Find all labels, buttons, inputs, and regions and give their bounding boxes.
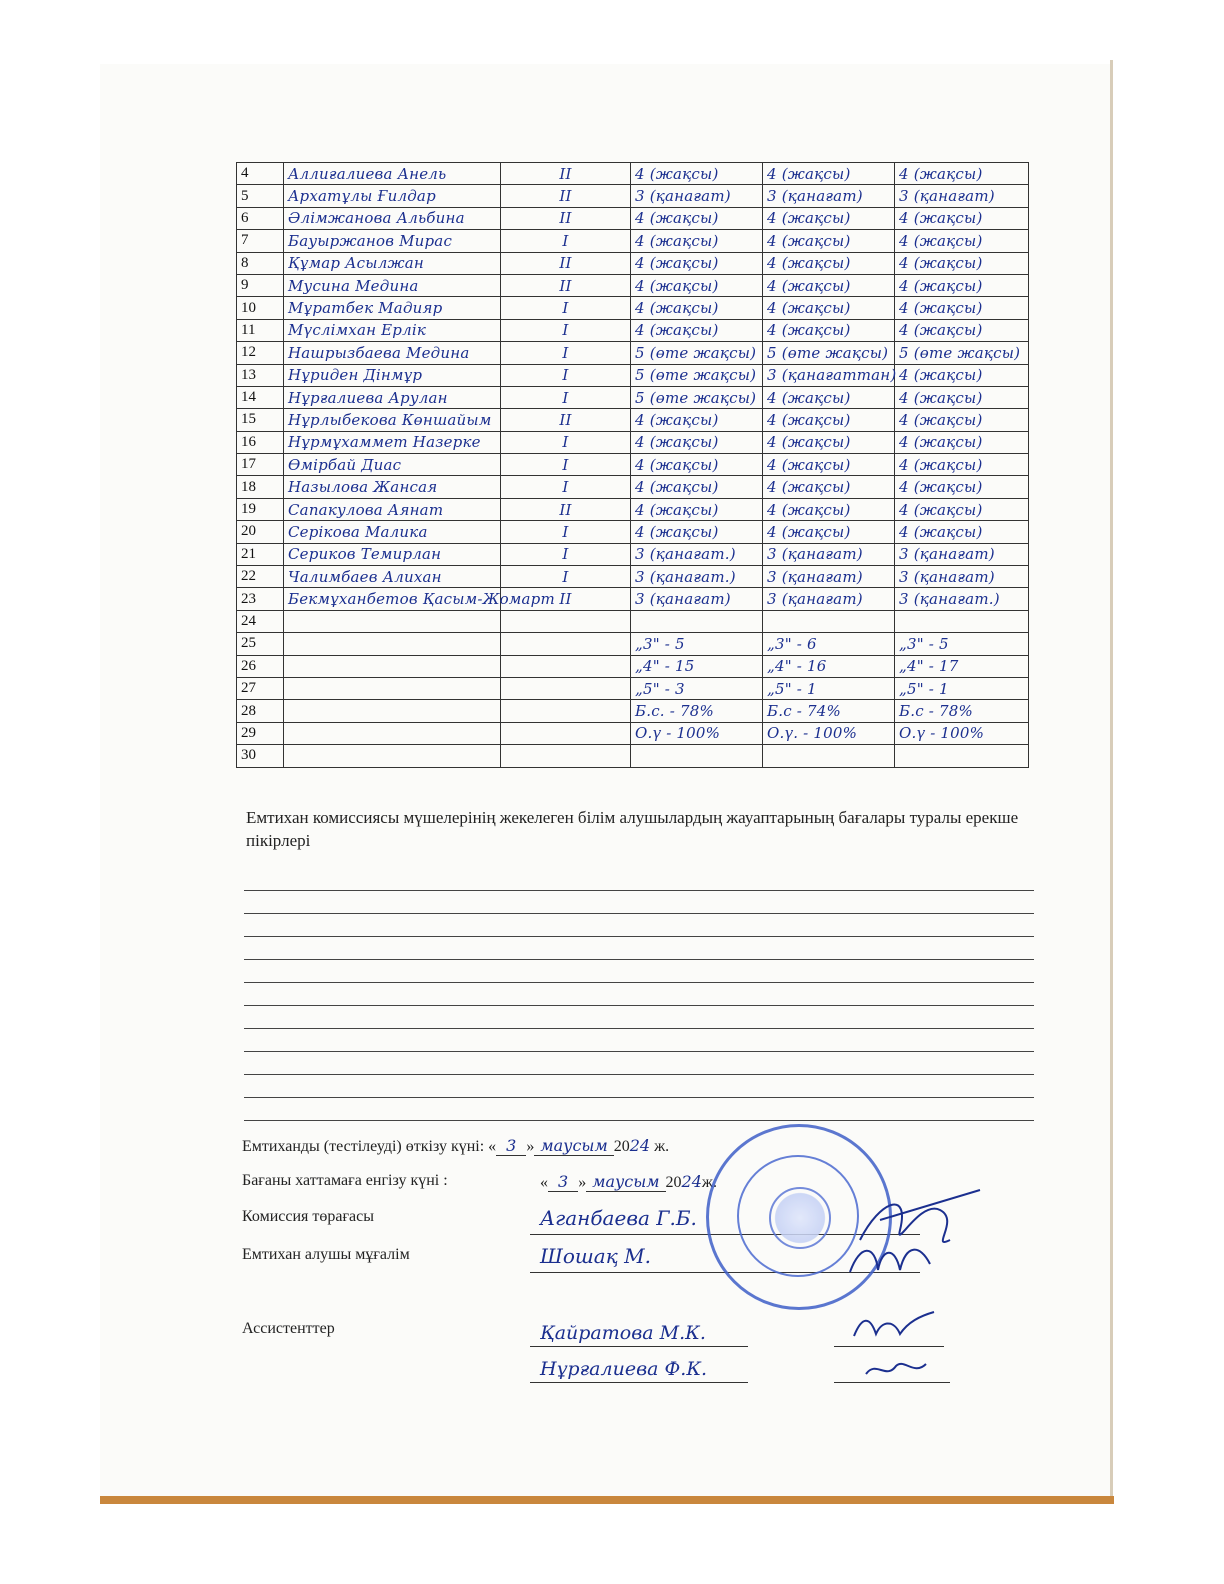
grade-2: 4 (жақсы) [763,409,895,431]
table-row [237,655,1029,677]
student-name: Сапакулова Аянат [284,498,501,520]
comment-line [244,959,1034,960]
comment-line [244,1028,1034,1029]
row-number: 9 [237,274,284,296]
student-name: Чалимбаев Алихан [284,566,501,588]
table-row [237,207,1029,229]
student-name: Әлімжанова Альбина [284,207,501,229]
comment-line [244,982,1034,983]
student-name: Құмар Асылжан [284,252,501,274]
row-number: 22 [237,566,284,588]
row-number: 7 [237,230,284,252]
record-date-year-suffix: 24 [681,1172,702,1191]
grade-2: 4 (жақсы) [763,252,895,274]
student-name: Мүслімхан Ерлік [284,319,501,341]
student-name: Мұратбек Мадияр [284,297,501,319]
grade-3: 4 (жақсы) [895,252,1029,274]
ticket-variant: II [501,252,631,274]
grade-2 [763,745,895,767]
ticket-variant [501,655,631,677]
exam-date-mid: » [526,1138,535,1155]
record-date-day: 3 [548,1172,578,1192]
row-number: 5 [237,185,284,207]
chair-label: Комиссия төрағасы [242,1208,374,1225]
row-number: 8 [237,252,284,274]
grade-3: 3 (қанағат) [895,543,1029,565]
ticket-variant: I [501,364,631,386]
grade-3: 4 (жақсы) [895,163,1029,185]
exam-date-day: 3 [496,1136,526,1156]
grade-3: 3 (қанағат) [895,566,1029,588]
student-name [284,633,501,655]
table-row [237,610,1029,632]
student-name: Нұрлыбекова Көншайым [284,409,501,431]
table-row [237,700,1029,722]
student-name [284,655,501,677]
grade-1: 4 (жақсы) [631,319,763,341]
record-date-end: ж. [701,1174,717,1191]
grade-1: 4 (жақсы) [631,163,763,185]
student-name: Нашрызбаева Медина [284,342,501,364]
grade-3: 4 (жақсы) [895,431,1029,453]
row-number: 23 [237,588,284,610]
grade-2: О.ү. - 100% [763,722,895,744]
grade-2: Б.с - 74% [763,700,895,722]
record-date-value [540,1172,717,1192]
grade-2: 5 (өте жақсы) [763,342,895,364]
ticket-variant: I [501,342,631,364]
row-number: 25 [237,633,284,655]
student-name [284,700,501,722]
grade-1: „4" - 15 [631,655,763,677]
exam-date-year-suffix: 24 [629,1136,651,1155]
comment-line [244,1005,1034,1006]
grade-1: 4 (жақсы) [631,230,763,252]
comment-line [244,1097,1034,1098]
ticket-variant: I [501,566,631,588]
assistants-label: Ассистенттер [242,1320,335,1337]
student-name: Архатұлы Ғилдар [284,185,501,207]
exam-date-row [242,1136,669,1156]
grade-2: 4 (жақсы) [763,319,895,341]
record-date-year-prefix: 20 [665,1174,682,1191]
row-number: 24 [237,610,284,632]
teacher-label: Емтихан алушы мұғалім [242,1246,410,1263]
table-row [237,342,1029,364]
student-name [284,610,501,632]
grade-3: „5" - 1 [895,677,1029,699]
student-name [284,745,501,767]
grade-2: „3" - 6 [763,633,895,655]
grade-3 [895,610,1029,632]
grade-2: 4 (жақсы) [763,274,895,296]
grade-1: 3 (қанағат) [631,588,763,610]
stamp-emblem-icon [769,1187,831,1249]
grade-2: 4 (жақсы) [763,230,895,252]
table-row [237,163,1029,185]
ticket-variant: II [501,207,631,229]
grade-2: 3 (қанағат) [763,566,895,588]
ticket-variant: I [501,297,631,319]
grade-1: Б.с. - 78% [631,700,763,722]
grade-3 [895,745,1029,767]
row-number: 27 [237,677,284,699]
grade-1: 4 (жақсы) [631,274,763,296]
comments-label: Емтихан комиссиясы мүшелерінің жекелеген білім алушылардың жауаптарының бағалары туралы ерекше пікірлері [246,808,1019,850]
table-row [237,386,1029,408]
comment-line [244,913,1034,914]
ticket-variant: II [501,409,631,431]
grade-2: 4 (жақсы) [763,476,895,498]
comment-line [244,1051,1034,1052]
table-row [237,521,1029,543]
assistant2-name: Нұрғалиева Ф.К. [540,1358,708,1380]
page-edge [1110,60,1113,1504]
row-number: 29 [237,722,284,744]
row-number: 14 [237,386,284,408]
ticket-variant: II [501,274,631,296]
table-row [237,745,1029,767]
ticket-variant: I [501,386,631,408]
student-name: Бауыржанов Мирас [284,230,501,252]
row-number: 21 [237,543,284,565]
teacher-name: Шошақ М. [540,1244,652,1268]
row-number: 17 [237,454,284,476]
grade-2 [763,610,895,632]
grade-2: 4 (жақсы) [763,521,895,543]
table-row [237,633,1029,655]
ticket-variant: I [501,476,631,498]
grade-2: 3 (қанағат) [763,543,895,565]
grade-3: 3 (қанағат.) [895,588,1029,610]
grade-3: „4" - 17 [895,655,1029,677]
grade-1: 5 (өте жақсы) [631,342,763,364]
row-number: 6 [237,207,284,229]
ticket-variant: I [501,521,631,543]
ticket-variant: II [501,185,631,207]
assistant1-signature-icon [848,1306,948,1350]
table-row [237,476,1029,498]
exam-date-month: маусым [534,1136,613,1156]
ticket-variant: I [501,319,631,341]
grades-table [236,162,1029,768]
record-date-label: Бағаны хаттамаға енгізу күні : [242,1172,448,1189]
table-row [237,498,1029,520]
chair-name: Аганбаева Г.Б. [540,1206,697,1230]
row-number: 20 [237,521,284,543]
grade-3: 4 (жақсы) [895,364,1029,386]
grade-3: 5 (өте жақсы) [895,342,1029,364]
student-name: Бекмұханбетов Қасым-Жомарт [284,588,501,610]
ticket-variant: I [501,230,631,252]
grade-3: 4 (жақсы) [895,274,1029,296]
comment-line [244,1120,1034,1121]
grade-3: 3 (қанағат) [895,185,1029,207]
grade-3: О.ү - 100% [895,722,1029,744]
table-row [237,274,1029,296]
exam-date-end: ж. [650,1138,670,1155]
grade-2: „4" - 16 [763,655,895,677]
grade-1: 4 (жақсы) [631,476,763,498]
grade-2: 3 (қанағаттан) [763,364,895,386]
comment-line [244,890,1034,891]
grade-1: 5 (өте жақсы) [631,386,763,408]
grade-1: 4 (жақсы) [631,431,763,453]
table-row [237,543,1029,565]
row-number: 13 [237,364,284,386]
row-number: 19 [237,498,284,520]
student-name: Мусина Медина [284,274,501,296]
ticket-variant: II [501,588,631,610]
grade-2: 4 (жақсы) [763,297,895,319]
ticket-variant: I [501,454,631,476]
ticket-variant: II [501,163,631,185]
grade-2: „5" - 1 [763,677,895,699]
ticket-variant [501,677,631,699]
grade-2: 4 (жақсы) [763,163,895,185]
teacher-signature-icon [840,1234,960,1284]
grade-3: 4 (жақсы) [895,476,1029,498]
grade-3: „3" - 5 [895,633,1029,655]
table-row [237,431,1029,453]
student-name [284,677,501,699]
ticket-variant [501,633,631,655]
grade-1: 5 (өте жақсы) [631,364,763,386]
student-name: Серікова Малика [284,521,501,543]
ticket-variant: I [501,543,631,565]
student-name: Өмірбай Диас [284,454,501,476]
row-number: 30 [237,745,284,767]
table-row [237,722,1029,744]
record-date-month: маусым [586,1172,665,1192]
grade-3: 4 (жақсы) [895,230,1029,252]
grade-2: 4 (жақсы) [763,498,895,520]
page-edge-bottom [100,1496,1114,1504]
grade-1 [631,610,763,632]
row-number: 4 [237,163,284,185]
student-name: Нұрмұхаммет Назерке [284,431,501,453]
table-row [237,677,1029,699]
assistant2-signature-icon [862,1354,932,1384]
grade-1: 4 (жақсы) [631,454,763,476]
ticket-variant: II [501,498,631,520]
table-row [237,566,1029,588]
exam-date-label: Емтиханды (тестілеуді) өткізу күні: « [242,1138,497,1155]
ticket-variant: I [501,431,631,453]
grade-3: 4 (жақсы) [895,409,1029,431]
grade-3: 4 (жақсы) [895,521,1029,543]
table-row [237,588,1029,610]
grade-1: 3 (қанағат) [631,185,763,207]
grade-3: 4 (жақсы) [895,498,1029,520]
row-number: 16 [237,431,284,453]
assistant1-underline [530,1346,748,1347]
grade-3: 4 (жақсы) [895,297,1029,319]
table-row [237,364,1029,386]
table-row [237,185,1029,207]
record-date-open: « [540,1174,548,1191]
record-date-mid: » [578,1174,587,1191]
assistant2-underline [530,1382,748,1383]
comment-line [244,936,1034,937]
student-name: Аллиғалиева Анель [284,163,501,185]
grade-1: „5" - 3 [631,677,763,699]
grade-1: О.ү - 100% [631,722,763,744]
student-name [284,722,501,744]
ticket-variant [501,745,631,767]
row-number: 26 [237,655,284,677]
grade-1 [631,745,763,767]
table-row [237,454,1029,476]
assistant1-name: Қайратова М.К. [540,1322,706,1344]
grade-2: 4 (жақсы) [763,431,895,453]
table-row [237,230,1029,252]
grade-3: 4 (жақсы) [895,454,1029,476]
row-number: 15 [237,409,284,431]
row-number: 18 [237,476,284,498]
student-name: Назылова Жансая [284,476,501,498]
table-row [237,409,1029,431]
ticket-variant [501,610,631,632]
grade-3: Б.с - 78% [895,700,1029,722]
exam-date-year-prefix: 20 [613,1138,630,1155]
grade-1: 4 (жақсы) [631,409,763,431]
row-number: 11 [237,319,284,341]
grade-2: 4 (жақсы) [763,207,895,229]
ticket-variant [501,722,631,744]
row-number: 28 [237,700,284,722]
grade-1: 4 (жақсы) [631,498,763,520]
grade-1: 4 (жақсы) [631,207,763,229]
grade-3: 4 (жақсы) [895,207,1029,229]
grade-2: 3 (қанағат) [763,588,895,610]
grade-3: 4 (жақсы) [895,386,1029,408]
comment-line [244,1074,1034,1075]
table-row [237,252,1029,274]
grade-1: 3 (қанағат.) [631,566,763,588]
student-name: Нұриден Дінмұр [284,364,501,386]
grades-table-body [237,163,1029,768]
grade-1: 4 (жақсы) [631,252,763,274]
row-number: 12 [237,342,284,364]
grade-2: 4 (жақсы) [763,454,895,476]
grade-1: 3 (қанағат.) [631,543,763,565]
grade-1: 4 (жақсы) [631,521,763,543]
student-name: Нұрғалиева Арулан [284,386,501,408]
grade-1: „3" - 5 [631,633,763,655]
grade-2: 4 (жақсы) [763,386,895,408]
ticket-variant [501,700,631,722]
grade-3: 4 (жақсы) [895,319,1029,341]
grade-1: 4 (жақсы) [631,297,763,319]
student-name: Сериков Темирлан [284,543,501,565]
row-number: 10 [237,297,284,319]
grade-2: 3 (қанағат) [763,185,895,207]
table-row [237,319,1029,341]
table-row [237,297,1029,319]
